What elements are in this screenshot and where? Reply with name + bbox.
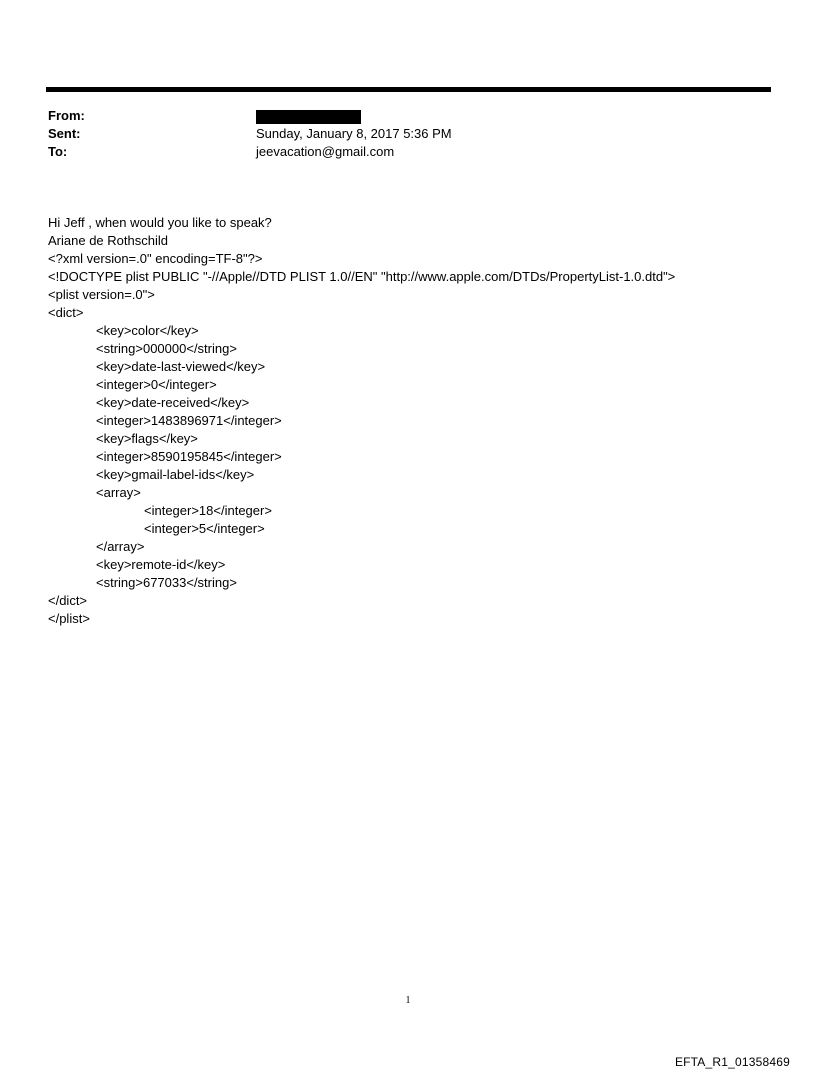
plist-line: <key>date-received</key> (96, 395, 250, 410)
signature-line: Ariane de Rothschild (48, 233, 168, 248)
plist-line: <key>date-last-viewed</key> (96, 359, 266, 374)
greeting-line: Hi Jeff , when would you like to speak? (48, 215, 272, 230)
from-row (48, 107, 748, 125)
plist-line: </array> (96, 539, 145, 554)
sent-value: Sunday, January 8, 2017 5:36 PM (256, 126, 452, 141)
plist-line: <string>677033</string> (96, 575, 237, 590)
to-value: jeevacation@gmail.com (256, 144, 395, 159)
plist-line: <integer>18</integer> (144, 503, 272, 518)
doctype-line: <!DOCTYPE plist PUBLIC "-//Apple//DTD PLIST 1.0//EN" "http://www.apple.com/DTDs/PropertyList-1.0.dtd"> (48, 269, 676, 284)
sent-label: Sent: (48, 126, 81, 141)
redaction-block (256, 110, 361, 124)
plist-open-line: <plist version=.0"> (48, 287, 155, 302)
page-number: 1 (405, 995, 411, 1006)
plist-line: <string>000000</string> (96, 341, 237, 356)
from-value (256, 107, 361, 125)
dict-close-line: </dict> (48, 593, 88, 608)
plist-line: <key>color</key> (96, 323, 199, 338)
email-header (48, 107, 748, 161)
document-id: EFTA_R1_01358469 (674, 1055, 790, 1069)
from-label: From: (48, 108, 85, 123)
plist-line: <integer>5</integer> (144, 521, 265, 536)
header-rule (46, 87, 771, 92)
plist-close-line: </plist> (48, 611, 90, 626)
plist-line: <integer>8590195845</integer> (96, 449, 282, 464)
to-label: To: (48, 144, 68, 159)
plist-line: <key>flags</key> (96, 431, 198, 446)
to-row (48, 143, 748, 161)
plist-line: <key>gmail-label-ids</key> (96, 467, 255, 482)
plist-line: <key>remote-id</key> (96, 557, 226, 572)
xml-declaration-line: <?xml version=.0" encoding=TF-8"?> (48, 251, 263, 266)
dict-open-line: <dict> (48, 305, 84, 320)
plist-line: <array> (96, 485, 141, 500)
plist-line: <integer>0</integer> (96, 377, 217, 392)
plist-line: <integer>1483896971</integer> (96, 413, 282, 428)
email-body (48, 214, 788, 628)
sent-row (48, 125, 748, 143)
